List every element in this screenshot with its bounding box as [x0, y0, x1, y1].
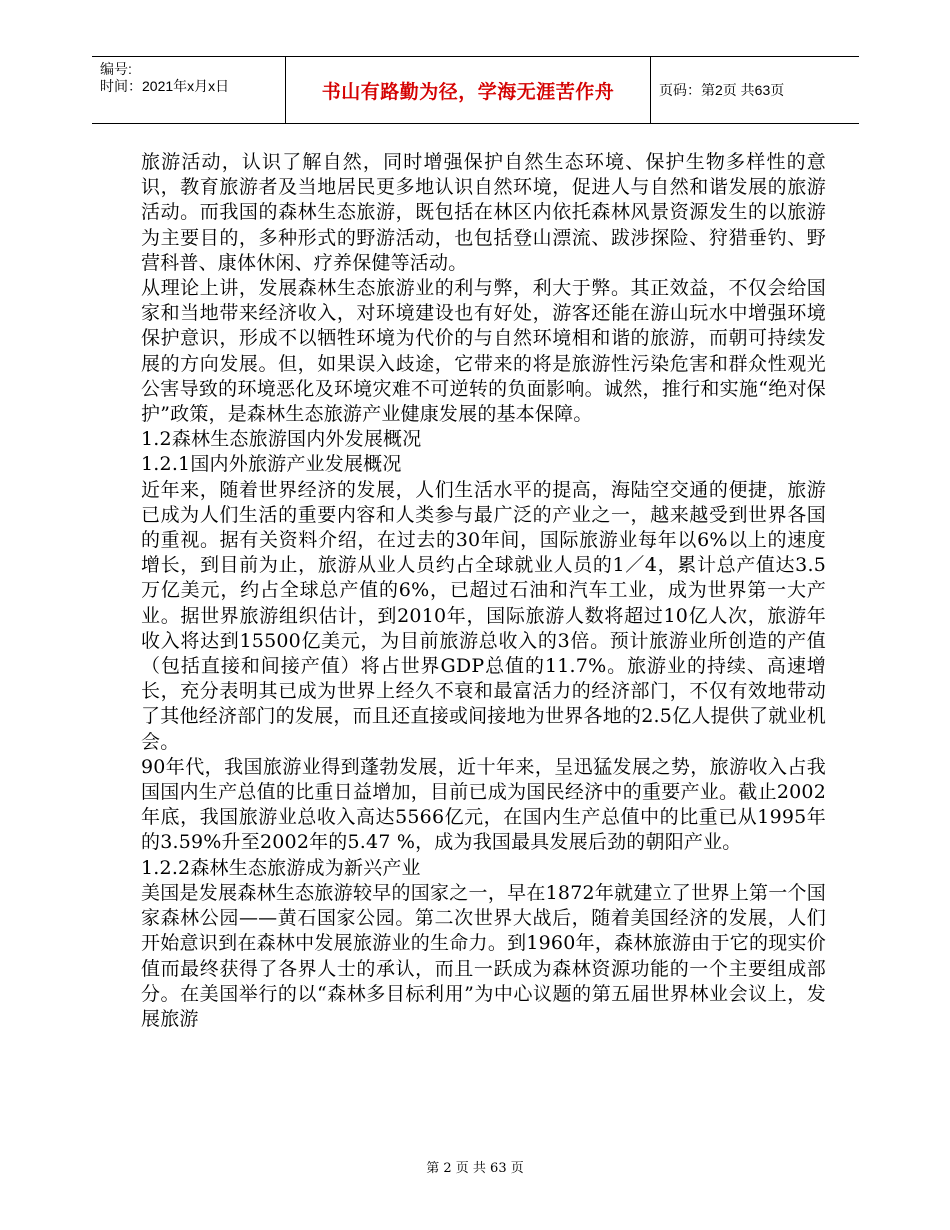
header-motto: 书山有路勤为径，学海无涯苦作舟: [285, 57, 651, 123]
header-page-info: 页码：第2页 共63页: [659, 82, 785, 98]
page-header: [92, 56, 859, 124]
paragraph: 美国是发展森林生态旅游较早的国家之一，早在1872年就建立了世界上第一个国家森林公园——黄石国家公园。第二次世界大战后，随着美国经济的发展，人们开始意识到在森林中发展旅游业的生命力。到1960年，森林旅游由于它的现实价值而最终获得了各界人士的承认，而且一跃成为森林资源功能的一个主要组成部分。在美国举行的以“森林多目标利用”为中心议题的第五届世界林业会议上，发展旅游: [141, 881, 826, 1030]
time-label: 时间：2021年x月x日: [100, 78, 230, 94]
header-meta: [92, 57, 285, 123]
page-footer: 第 2 页 共 63 页: [426, 1161, 524, 1176]
paragraph: 近年来，随着世界经济的发展，人们生活水平的提高，海陆空交通的便捷，旅游已成为人们生活的重要内容和人类参与最广泛的产业之一，越来越受到世界各国的重视。据有关资料介绍，在过去的30年间，国际旅游业每年以6%以上的速度增长，到目前为止，旅游从业人员约占全球就业人员的1／4，累计总产值达3.5万亿美元，约占全球总产值的6%，已超过石油和汽车工业，成为世界第一大产业。据世界旅游组织估计，到2010年，国际旅游人数将超过10亿人次，旅游年收入将达到15500亿美元，为目前旅游总收入的3倍。预计旅游业所创造的产值（包括直接和间接产值）将占世界GDP总值的11.7%。旅游业的持续、高速增长，充分表明其已成为世界上经久不衰和最富活力的经济部门，不仅有效地带动了其他经济部门的发展，而且还直接或间接地为世界各地的2.5亿人提供了就业机会。: [141, 478, 826, 753]
paragraph: 旅游活动，认识了解自然，同时增强保护自然生态环境、保护生物多样性的意识，教育旅游者及当地居民更多地认识自然环境，促进人与自然和谐发展的旅游活动。而我国的森林生态旅游，既包括在林区内依托森林风景资源发生的以旅游为主要目的，多种形式的野游活动，也包括登山漂流、跋涉探险、狩猎垂钓、野营科普、康体休闲、疗养保健等活动。: [141, 151, 826, 274]
subsection-heading: 1.2.2森林生态旅游成为新兴产业: [141, 856, 421, 879]
section-heading: 1.2森林生态旅游国内外发展概况: [141, 428, 422, 451]
paragraph: 从理论上讲，发展森林生态旅游业的利与弊，利大于弊。其正效益，不仅会给国家和当地带来经济收入，对环境建设也有好处，游客还能在游山玩水中增强环境保护意识，形成不以牺牲环境为代价的与自然环境相和谐的旅游，而朝可持续发展的方向发展。但，如果误入歧途，它带来的将是旅游性污染危害和群众性观光公害导致的环境恶化及环境灾难不可逆转的负面影响。诚然，推行和实施“绝对保护”政策，是森林生态旅游产业健康发展的基本保障。: [141, 277, 826, 426]
subsection-heading: 1.2.1国内外旅游产业发展概况: [141, 453, 402, 476]
number-label: 编号:: [100, 61, 132, 77]
document-body: [141, 150, 826, 1032]
paragraph: 90年代，我国旅游业得到蓬勃发展，近十年来，呈迅猛发展之势，旅游收入占我国国内生产总值的比重日益增加，目前已成为国民经济中的重要产业。截止2002年底，我国旅游业总收入高达5566亿元，在国内生产总值中的比重已从1995年的3.59%升至2002年的5.47 %，成为我国最具发展后劲的朝阳产业。: [141, 755, 826, 854]
